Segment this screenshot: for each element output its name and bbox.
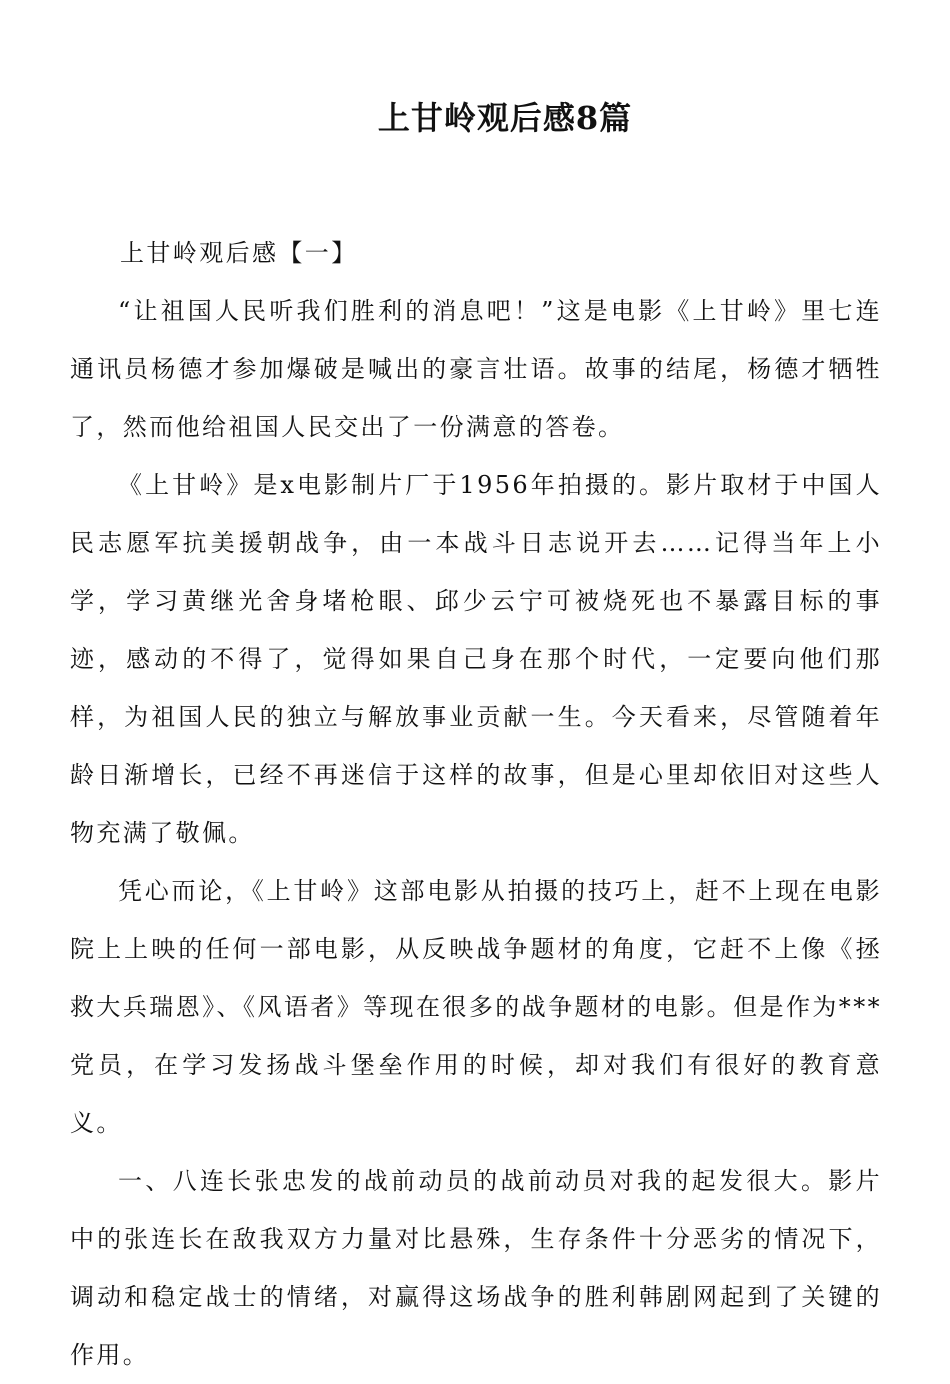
paragraph-1: “让祖国人民听我们胜利的消息吧！”这是电影《上甘岭》里七连通讯员杨德才参加爆破是喊出的豪言壮语。故事的结尾，杨德才牺牲了，然而他给祖国人民交出了一份满意的答卷。 [70,297,882,441]
section-heading: 上甘岭观后感【一】 [120,239,358,267]
paragraph-2: 《上甘岭》是x电影制片厂于1956年拍摄的。影片取材于中国人民志愿军抗美援朝战争，由一本战斗日志说开去……记得当年上小学，学习黄继光舍身堵枪眼、邱少云宁可被烧死也不暴露目标的事迹，感动的不得了，觉得如果自己身在那个时代，一定要向他们那样，为祖国人民的独立与解放事业贡献一生。今天看来，尽管随着年龄日渐增长，已经不再迷信于这样的故事，但是心里却依旧对这些人物充满了敬佩。 [70,471,882,847]
document-body [70,224,882,1384]
paragraph-4: 一、八连长张忠发的战前动员的战前动员对我的起发很大。影片中的张连长在敌我双方力量对比悬殊，生存条件十分恶劣的情况下，调动和稳定战士的情绪，对赢得这场战争的胜利韩剧网起到了关键的作用。 [70,1167,882,1369]
document-title: 上甘岭观后感8篇 [377,99,633,137]
paragraph-3: 凭心而论，《上甘岭》这部电影从拍摄的技巧上，赶不上现在电影院上上映的任何一部电影，从反映战争题材的角度，它赶不上像《拯救大兵瑞恩》、《风语者》等现在很多的战争题材的电影。但是作为***党员，在学习发扬战斗堡垒作用的时候，却对我们有很好的教育意义。 [70,877,882,1137]
